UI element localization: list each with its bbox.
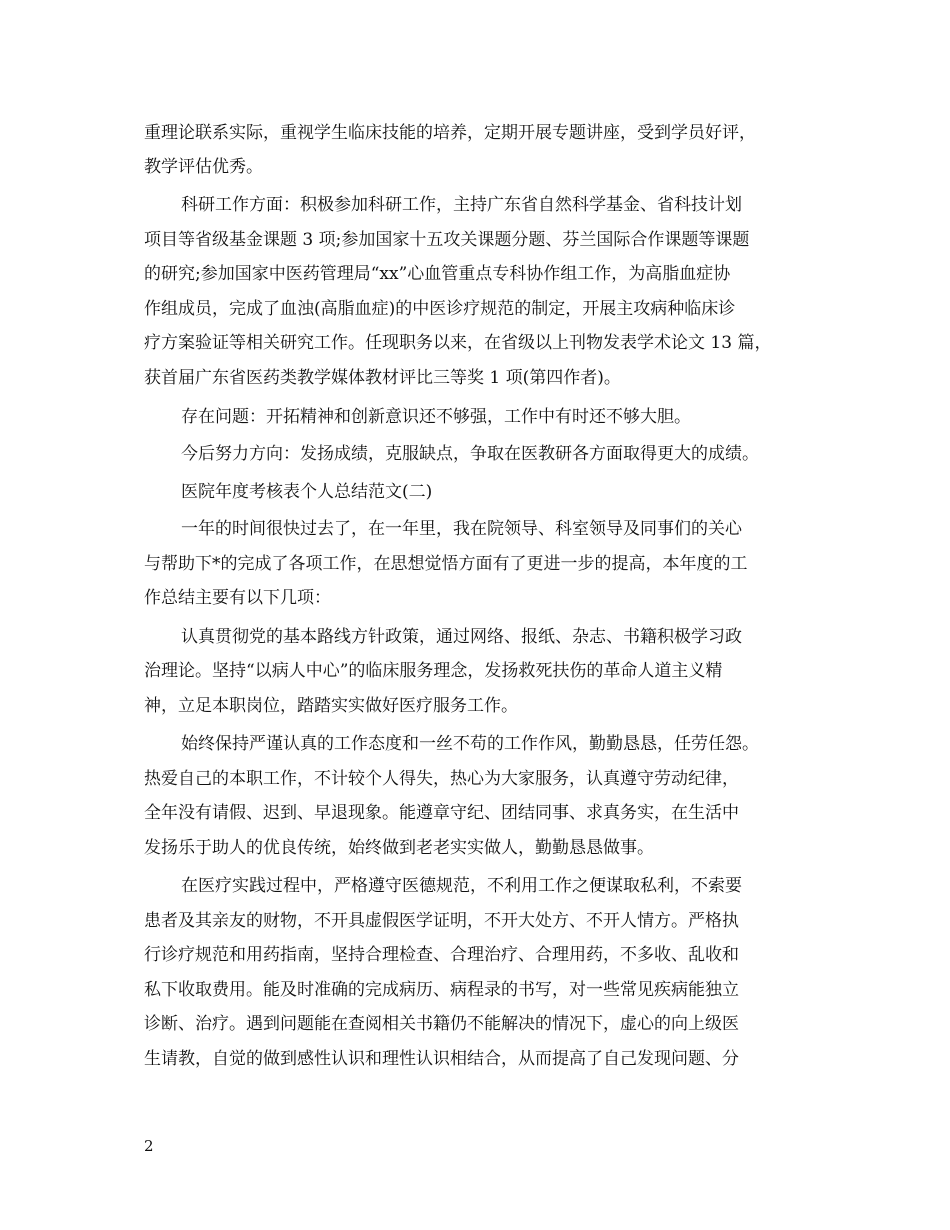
text-line: 生请教，自觉的做到感性认识和理性认识相结合，从而提高了自己发现问题、分	[144, 1049, 739, 1069]
text-line: 与帮助下*的完成了各项工作，在思想觉悟方面有了更进一步的提高，本年度的工	[144, 554, 748, 574]
text-line: 认真贯彻党的基本路线方针政策，通过网络、报纸、杂志、书籍积极学习政	[181, 627, 742, 647]
text-line: 教学评估优秀。	[144, 157, 263, 177]
text-line: 全年没有请假、迟到、早退现象。能遵章守纪、团结同事、求真务实，在生活中	[144, 803, 739, 823]
text-line: 行诊疗规范和用药指南，坚持合理检查、合理治疗、合理用药，不多收、乱收和	[144, 945, 739, 965]
text-line: 热爱自己的本职工作，不计较个人得失，热心为大家服务，认真遵守劳动纪律，	[144, 769, 739, 789]
text-line: 一年的时间很快过去了，在一年里，我在院领导、科室领导及同事们的关心	[181, 519, 742, 539]
text-line: 在医疗实践过程中，严格遵守医德规范，不利用工作之便谋取私利，不索要	[181, 876, 742, 896]
text-line: 的研究;参加国家中医药管理局“xx”心血管重点专科协作组工作，为高脂血症协	[144, 264, 731, 284]
text-line: 发扬乐于助人的优良传统，始终做到老老实实做人，勤勤恳恳做事。	[144, 838, 654, 858]
text-line: 作总结主要有以下几项：	[144, 588, 331, 608]
text-line: 疗方案验证等相关研究工作。任现职务以来，在省级以上刊物发表学术论文 13 篇，	[144, 333, 772, 353]
text-line: 存在问题：开拓精神和创新意识还不够强，工作中有时还不够大胆。	[181, 407, 691, 427]
text-line: 重理论联系实际，重视学生临床技能的培养，定期开展专题讲座，受到学员好评，	[144, 123, 756, 143]
text-line: 私下收取费用。能及时准确的完成病历、病程录的书写，对一些常见疾病能独立	[144, 980, 739, 1000]
text-line: 项目等省级基金课题 3 项;参加国家十五攻关课题分题、芬兰国际合作课题等课题	[144, 230, 750, 250]
text-line: 诊断、治疗。遇到问题能在查阅相关书籍仍不能解决的情况下，虚心的向上级医	[144, 1014, 739, 1034]
text-line: 获首届广东省医药类教学媒体教材评比三等奖 1 项(第四作者)。	[144, 368, 621, 388]
section-heading: 医院年度考核表个人总结范文(二)	[181, 482, 433, 502]
text-line: 神，立足本职岗位，踏踏实实做好医疗服务工作。	[144, 696, 518, 716]
page-number: 2	[144, 1137, 154, 1155]
text-line: 今后努力方向：发扬成绩，克服缺点，争取在医教研各方面取得更大的成绩。	[181, 444, 759, 464]
text-line: 作组成员，完成了血浊(高脂血症)的中医诊疗规范的制定，开展主攻病种临床诊	[144, 299, 736, 319]
text-line: 科研工作方面：积极参加科研工作，主持广东省自然科学基金、省科技计划	[181, 195, 742, 215]
text-line: 患者及其亲友的财物，不开具虚假医学证明，不开大处方、不开人情方。严格执	[144, 911, 739, 931]
text-line: 治理论。坚持“以病人中心”的临床服务理念，发扬救死扶伤的革命人道主义精	[144, 661, 723, 681]
text-line: 始终保持严谨认真的工作态度和一丝不苟的工作作风，勤勤恳恳，任劳任怨。	[181, 734, 759, 754]
